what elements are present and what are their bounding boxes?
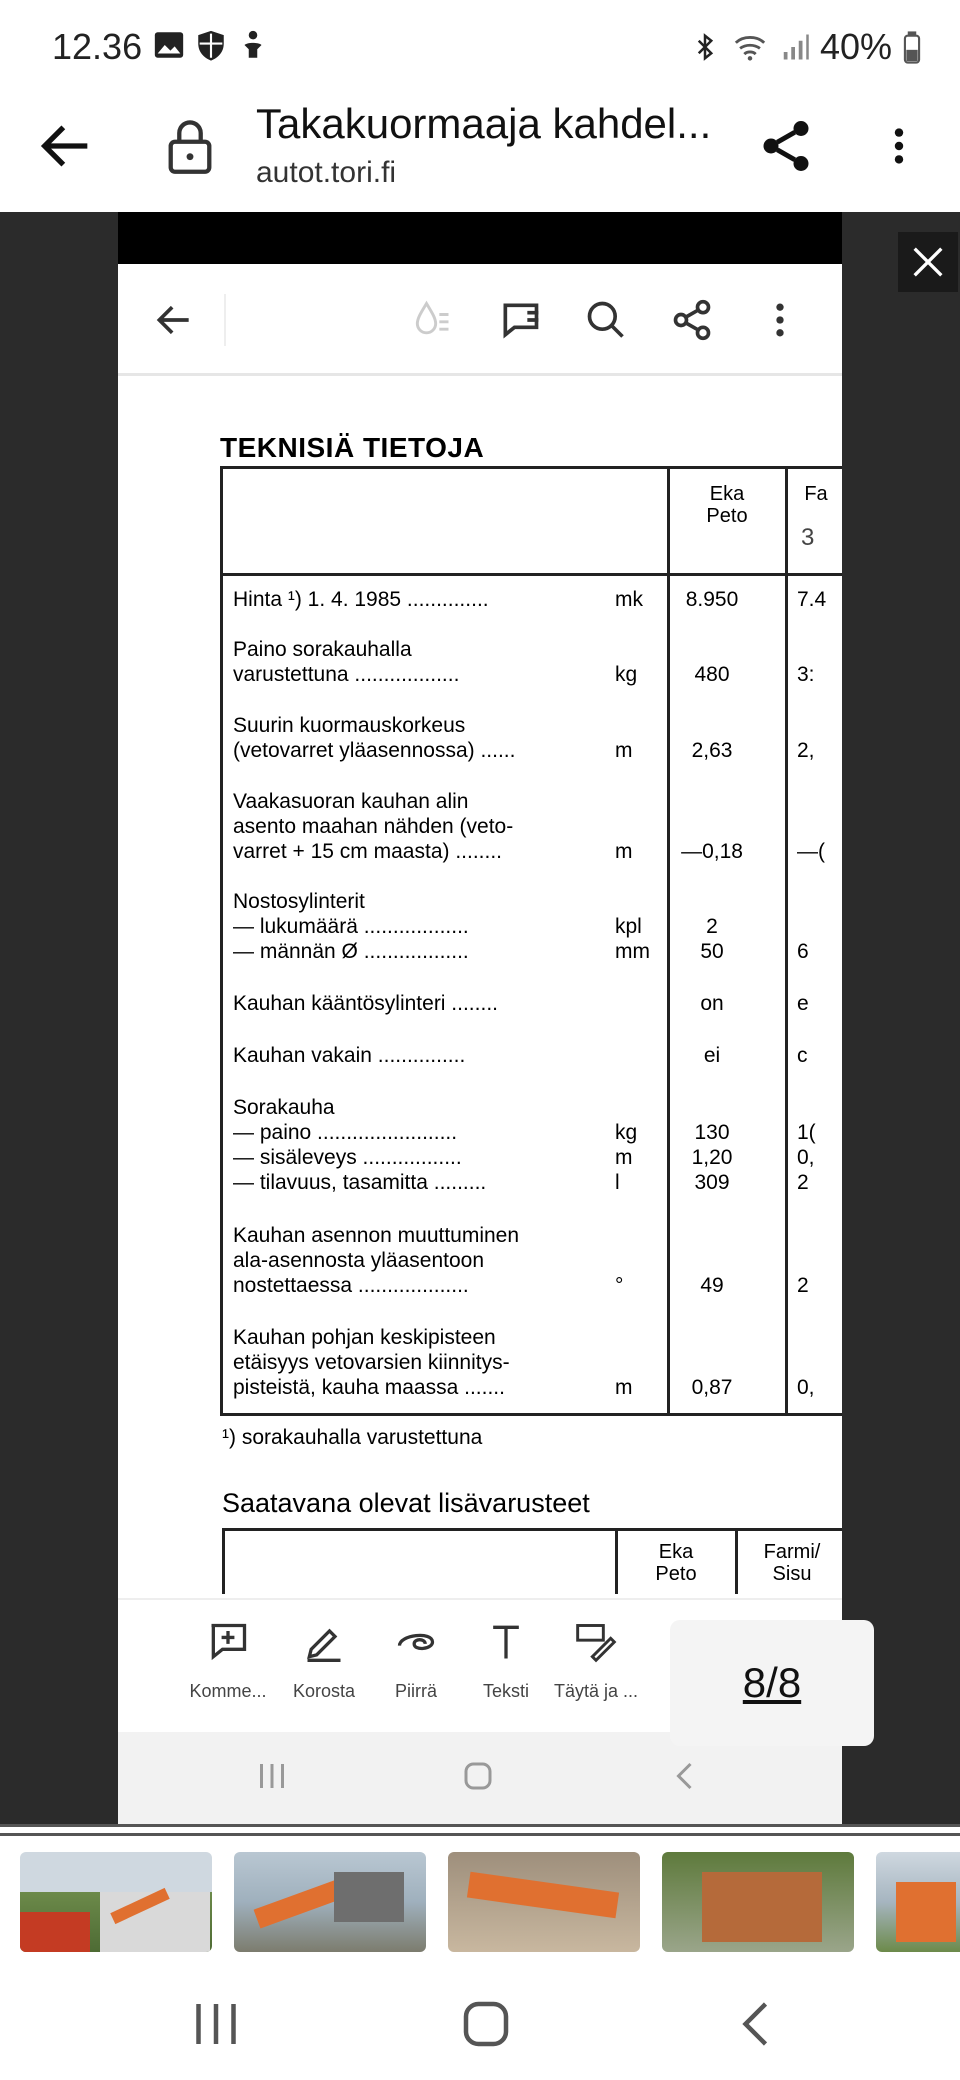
tool-label: Komme... — [189, 1681, 267, 1701]
tool-label: Teksti — [482, 1681, 529, 1701]
bluetooth-icon — [690, 30, 720, 64]
search-icon — [584, 298, 628, 342]
row-value: 49 — [700, 1274, 724, 1297]
row-value-2: 0, — [797, 1376, 815, 1399]
home-icon[interactable] — [456, 1994, 516, 2054]
status-bar — [0, 0, 960, 92]
close-viewer-button[interactable] — [898, 232, 958, 292]
pdf-back-icon — [152, 298, 196, 342]
recents-icon — [254, 1758, 290, 1794]
table2-col-line — [735, 1531, 738, 1594]
accessories-table — [222, 1528, 842, 1594]
signal-icon — [780, 30, 810, 64]
row-value-2: 7.4 — [797, 588, 827, 611]
row-unit: mk — [615, 588, 643, 611]
row-value-2: —( — [797, 840, 825, 863]
row-value-2: 2, — [797, 739, 815, 762]
ink-icon — [410, 298, 454, 342]
row-label: Sorakauha — paino ........................ — sisäleveys ................. — tilavuus, tasamitta ......... — [233, 1096, 487, 1194]
row-label: Suurin kuormauskorkeus (vetovarret yläasennossa) ...... — [233, 714, 516, 762]
status-icons-left — [152, 28, 270, 62]
back-icon — [668, 1758, 704, 1794]
row-label: Kauhan asennon muuttuminen ala-asennosta yläasentoon nostettaessa ................... — [233, 1224, 520, 1297]
status-right — [690, 26, 922, 68]
thumbnail-5[interactable] — [876, 1852, 960, 1952]
doc-heading: TEKNISIÄ TIETOJA — [220, 432, 485, 463]
spec-table — [220, 466, 842, 1416]
battery-text: 40% — [819, 26, 892, 67]
row-value: —0,18 — [681, 840, 743, 863]
row-value: 8.950 — [685, 588, 739, 611]
row-value-2: 3: — [797, 663, 815, 686]
status-time: 12.36 — [52, 26, 143, 67]
page-hint: 3 — [801, 524, 815, 551]
page-title[interactable]: Takakuormaaja kahdel... — [256, 100, 712, 147]
row-unit: m — [615, 1376, 633, 1399]
row-value-2: e — [797, 992, 809, 1015]
close-icon — [908, 242, 948, 282]
thumb-bucket — [702, 1872, 822, 1942]
fill-sign-icon — [574, 1620, 618, 1664]
row-value: on — [700, 992, 724, 1015]
thumb-tractor — [20, 1912, 90, 1952]
col-head-eka-peto: Eka Peto — [706, 483, 748, 527]
thumbnail-3[interactable] — [448, 1852, 640, 1952]
row-unit: kg m l — [615, 1121, 638, 1194]
system-nav-bar — [0, 1970, 960, 2080]
comment-add-icon — [206, 1620, 250, 1664]
thumbnail-strip — [0, 1838, 960, 1970]
row-label: Kauhan vakain ............... — [233, 1044, 466, 1067]
row-unit: kg — [615, 663, 638, 686]
recents-icon[interactable] — [186, 1994, 246, 2054]
table-col-line — [785, 469, 788, 1413]
tool-text — [458, 1620, 554, 1702]
more-vert-icon — [758, 298, 802, 342]
section2-title: Saatavana olevat lisävarusteet — [222, 1488, 590, 1518]
row-value: 0,87 — [691, 1376, 733, 1399]
tool-comment — [180, 1620, 276, 1702]
viewer-divider — [0, 1824, 960, 1836]
table2-head-eka-peto: Eka Peto — [655, 1541, 697, 1585]
row-value: 2 50 — [700, 915, 724, 963]
row-unit: m — [615, 739, 633, 762]
row-label: Vaakasuoran kauhan alin asento maahan nähden (veto- varret + 15 cm maasta) ........ — [233, 790, 514, 863]
image-counter: 8/8 — [670, 1620, 874, 1746]
highlight-icon — [302, 1620, 346, 1664]
tool-label: Piirrä — [394, 1681, 437, 1701]
row-value-2: 1( 0, 2 — [797, 1121, 816, 1194]
page-url[interactable]: autot.tori.fi — [256, 156, 397, 189]
row-label: Hinta ¹) 1. 4. 1985 .............. — [233, 588, 489, 611]
table-head-line — [223, 573, 842, 576]
tool-draw — [368, 1620, 464, 1702]
lock-icon[interactable] — [164, 116, 216, 176]
tool-fill-sign — [548, 1620, 644, 1702]
comment-list-icon — [498, 298, 542, 342]
battery-icon — [902, 30, 922, 64]
row-value-2: 2 — [797, 1274, 809, 1297]
image-icon — [152, 28, 186, 62]
row-unit: ° — [615, 1274, 624, 1297]
thumb-tractor — [896, 1882, 956, 1942]
back-icon[interactable] — [728, 1994, 788, 2054]
thumbnail-4[interactable] — [662, 1852, 854, 1952]
row-unit: kpl mm — [615, 915, 650, 963]
thumbnail-2[interactable] — [234, 1852, 426, 1952]
image-top-bar — [118, 212, 842, 264]
pdf-toolbar — [118, 264, 842, 376]
table2-head-farmi-sisu: Farmi/ Sisu — [763, 1541, 821, 1585]
row-value: 2,63 — [691, 739, 733, 762]
tool-label: Korosta — [292, 1681, 356, 1701]
accessibility-icon — [236, 28, 270, 62]
row-value: 130 1,20 309 — [691, 1121, 733, 1194]
row-unit: m — [615, 840, 633, 863]
browser-bar — [0, 92, 960, 212]
row-value: ei — [703, 1044, 721, 1067]
thumb-loader — [467, 1872, 619, 1919]
home-icon — [460, 1758, 496, 1794]
tool-label: Täytä ja ... — [553, 1681, 639, 1701]
toolbar-divider — [224, 294, 226, 346]
text-icon — [484, 1620, 528, 1664]
row-label: Kauhan kääntösylinteri ........ — [233, 992, 498, 1015]
thumbnail-1[interactable] — [20, 1852, 212, 1952]
wifi-icon — [730, 30, 770, 64]
row-value-2: 6 — [797, 940, 809, 963]
footnote: ¹) sorakauhalla varustettuna — [222, 1426, 483, 1449]
shield-icon — [194, 28, 228, 62]
row-value: 480 — [694, 663, 730, 686]
thumb-bucket — [334, 1872, 404, 1922]
draw-icon — [394, 1620, 438, 1664]
col-head-fa: Fa — [804, 483, 828, 505]
row-label: Paino sorakauhalla varustettuna .................. — [233, 638, 460, 686]
back-arrow-icon[interactable] — [34, 114, 98, 178]
share-icon — [670, 298, 714, 342]
share-icon[interactable] — [756, 114, 816, 178]
row-label: Nostosylinterit — lukumäärä .................. — männän Ø .................. — [233, 890, 469, 963]
row-value-2: c — [797, 1044, 808, 1067]
more-vert-icon[interactable] — [876, 114, 922, 178]
tool-highlight — [276, 1620, 372, 1702]
row-label: Kauhan pohjan keskipisteen etäisyys vetovarsien kiinnitys- pisteistä, kauha maassa ....... — [233, 1326, 510, 1399]
